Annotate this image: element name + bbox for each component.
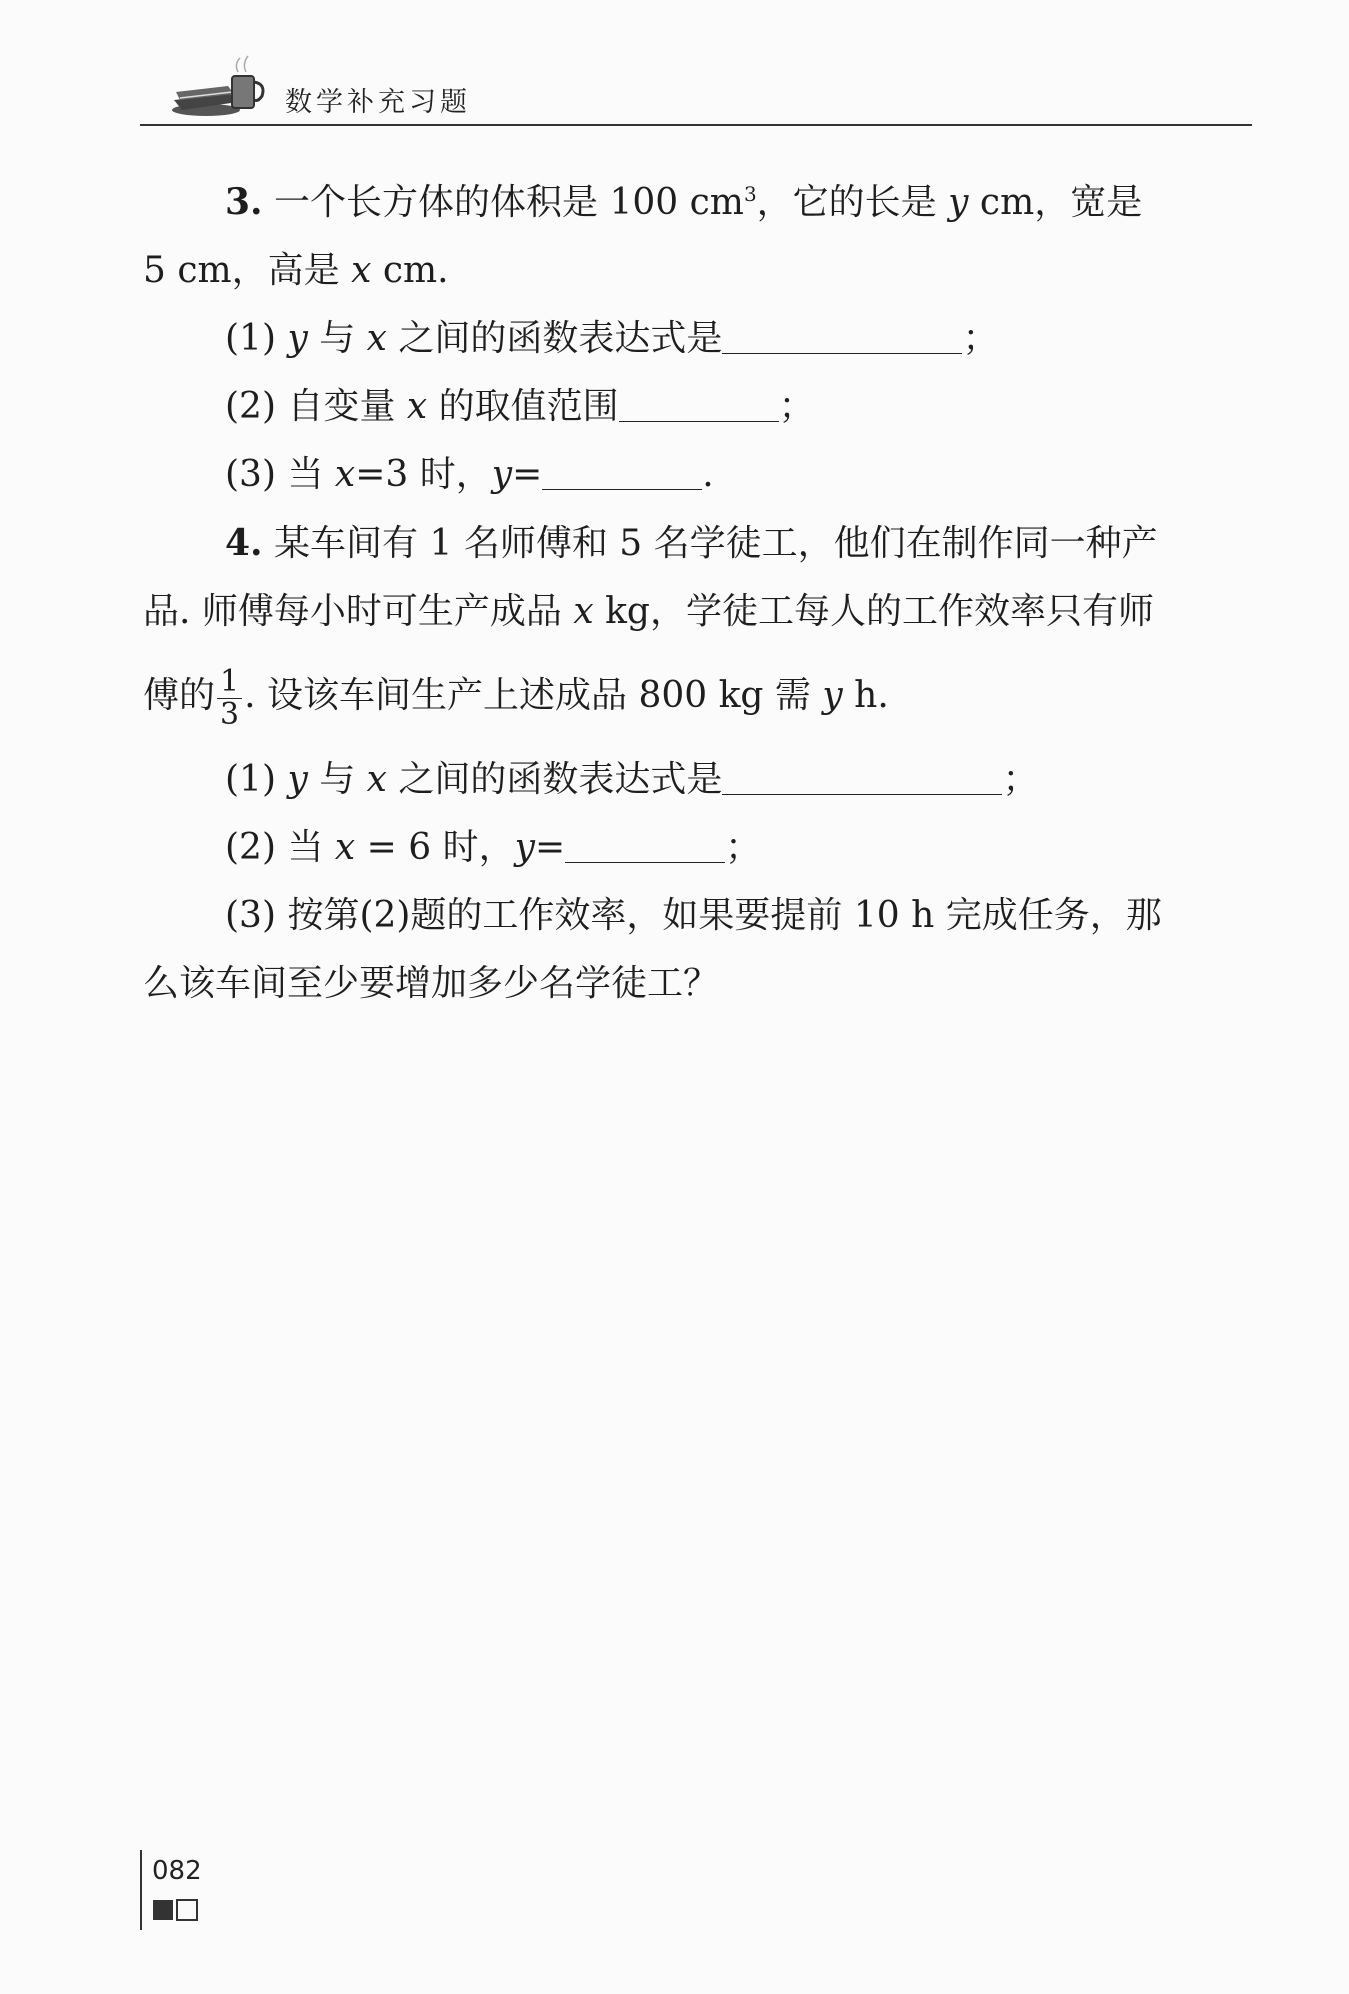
problem-text: 么该车间至少要增加多少名学徒工？ [143, 963, 720, 1004]
problem-text: 与 [307, 318, 367, 359]
variable: x [351, 250, 372, 291]
problem-4-part-3 [143, 882, 1251, 950]
problem-text: cm，宽是 [968, 182, 1143, 223]
problem-text: 之间的函数表达式是 [386, 318, 723, 359]
problem-text: =3 时， [355, 454, 492, 495]
problem-4-statement-cont [143, 578, 1251, 646]
problem-4-part-1 [143, 746, 1251, 814]
part-label: (2) 当 [225, 827, 335, 868]
problem-text: 一个长方体的体积是 100 cm [262, 182, 744, 223]
variable: x [573, 591, 594, 632]
problem-text: cm. [371, 250, 449, 291]
problem-number: 4. [225, 522, 263, 564]
problem-text: 品. 师傅每小时可生产成品 [143, 591, 574, 632]
answer-blank[interactable] [619, 387, 779, 422]
problem-text: = [512, 454, 543, 495]
problem-text: = 6 时， [355, 827, 515, 868]
problem-text: h. [842, 675, 889, 716]
part-label: (1) [225, 759, 288, 800]
fraction-numerator: 1 [217, 666, 242, 699]
punctuation: ； [1002, 759, 1039, 800]
part-label: (2) 自变量 [225, 386, 407, 427]
books-and-cup-icon [170, 54, 270, 120]
page-content [143, 160, 1251, 1018]
variable: y [287, 318, 308, 359]
punctuation: ； [725, 827, 762, 868]
problem-text: ，它的长是 [756, 182, 949, 223]
problem-text: 的取值范围 [427, 386, 619, 427]
variable: x [334, 827, 356, 868]
problem-text: (3) 按第(2)题的工作效率，如果要提前 10 h 完成任务，那 [225, 895, 1162, 936]
problem-text: = [534, 827, 566, 868]
punctuation: ； [962, 318, 999, 359]
problem-4-part-2 [143, 814, 1251, 882]
answer-blank[interactable] [722, 319, 962, 354]
variable: x [366, 318, 387, 359]
problem-text: 之间的函数表达式是 [386, 759, 723, 800]
variable: x [366, 759, 387, 800]
problem-3-part-3 [143, 441, 1251, 509]
page-header [140, 40, 1252, 126]
variable: x [406, 386, 428, 427]
variable: y [822, 675, 843, 716]
part-label: (1) [225, 318, 288, 359]
problem-3-part-1 [143, 305, 1251, 373]
variable: y [514, 827, 535, 868]
problem-3-part-2 [143, 373, 1251, 441]
problem-text: . 设该车间生产上述成品 800 kg 需 [244, 675, 823, 716]
problem-number: 3. [225, 181, 263, 223]
problem-3-statement-cont [143, 237, 1251, 305]
book-title: 数学补充习题 [285, 87, 471, 118]
variable: y [491, 454, 513, 495]
problem-text: kg，学徒工每人的工作效率只有师 [593, 591, 1154, 632]
problem-text: 与 [307, 759, 367, 800]
problem-text: 5 cm，高是 [143, 250, 352, 291]
answer-blank[interactable] [542, 455, 702, 490]
punctuation: . [702, 454, 714, 495]
answer-blank[interactable] [565, 828, 725, 863]
problem-4-statement [143, 509, 1251, 578]
variable: y [287, 759, 308, 800]
part-label: (3) 当 [225, 454, 335, 495]
page-number: 082 [152, 1856, 202, 1886]
problem-4-part-3-cont [143, 950, 1251, 1018]
variable: x [334, 454, 356, 495]
answer-blank[interactable] [722, 760, 1002, 795]
problem-3-statement [143, 160, 1251, 237]
problem-text: 傅的 [143, 675, 216, 716]
fraction-one-third [217, 663, 242, 732]
problem-4-statement-cont-2 [143, 646, 1251, 746]
variable: y [948, 182, 969, 223]
superscript: 3 [743, 182, 757, 206]
header-divider [140, 124, 1252, 126]
fraction-denominator: 3 [220, 696, 240, 732]
problem-text: 某车间有 1 名师傅和 5 名学徒工，他们在制作同一种产 [262, 523, 1158, 564]
punctuation: ； [778, 386, 815, 427]
page-marker-squares-icon [152, 1898, 212, 1922]
footer-divider [140, 1850, 142, 1930]
